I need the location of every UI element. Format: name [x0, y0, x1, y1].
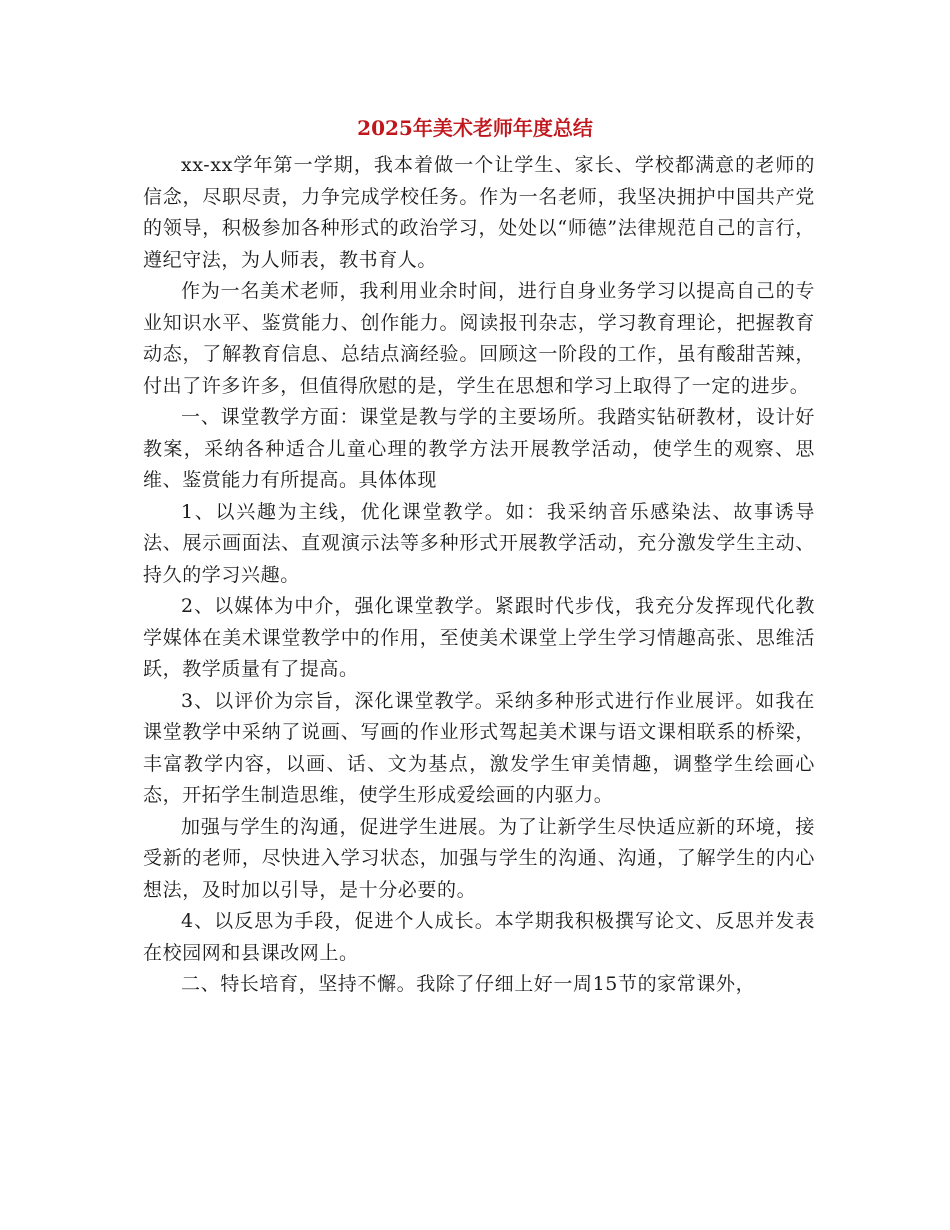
paragraph-9: 二、特长培育，坚持不懈。我除了仔细上好一周15节的家常课外，	[181, 973, 756, 995]
paragraph-7: 加强与学生的沟通，促进学生进展。为了让新学生尽快适应新的环境，接受新的老师，尽快进入学习状态，加强与学生的沟通、沟通，了解学生的内心想法，及时加以引导，是十分必要的。	[143, 815, 815, 901]
document-title: 2025年美术老师年度总结	[357, 116, 593, 140]
document-body	[143, 150, 815, 1001]
paragraph-6: 3、以评价为宗旨，深化课堂教学。采纳多种形式进行作业展评。如我在课堂教学中采纳了说画、写画的作业形式驾起美术课与语文课相联系的桥梁，丰富教学内容，以画、话、文为基点，激发学生审美情趣，调整学生绘画心态，开拓学生制造思维，使学生形成爱绘画的内驱力。	[143, 689, 815, 806]
paragraph-5: 2、以媒体为中介，强化课堂教学。紧跟时代步伐，我充分发挥现代化教学媒体在美术课堂教学中的作用，至使美术课堂上学生学习情趣高张、思维活跃，教学质量有了提高。	[143, 595, 815, 680]
paragraph-3: 一、课堂教学方面：课堂是教与学的主要场所。我踏实钻研教材，设计好教案，采纳各种适合儿童心理的教学方法开展教学活动，使学生的观察、思维、鉴赏能力有所提高。具体体现	[143, 406, 815, 491]
paragraph-2: 作为一名美术老师，我利用业余时间，进行自身业务学习以提高自己的专业知识水平、鉴赏能力、创作能力。阅读报刊杂志，学习教育理论，把握教育动态，了解教育信息、总结点滴经验。回顾这一阶段的工作，虽有酸甜苦辣，付出了许多许多，但值得欣慰的是，学生在思想和学习上取得了一定的进步。	[143, 280, 815, 397]
paragraph-8: 4、以反思为手段，促进个人成长。本学期我积极撰写论文、反思并发表在校园网和县课改网上。	[143, 910, 815, 964]
paragraph-1: xx-xx学年第一学期，我本着做一个让学生、家长、学校都满意的老师的信念，尽职尽责，力争完成学校任务。作为一名老师，我坚决拥护中国共产党的领导，积极参加各种形式的政治学习，处处以“师德”法律规范自己的言行，遵纪守法，为人师表，教书育人。	[143, 154, 815, 271]
paragraph-4: 1、以兴趣为主线，优化课堂教学。如：我采纳音乐感染法、故事诱导法、展示画面法、直观演示法等多种形式开展教学活动，充分激发学生主动、持久的学习兴趣。	[143, 500, 815, 586]
